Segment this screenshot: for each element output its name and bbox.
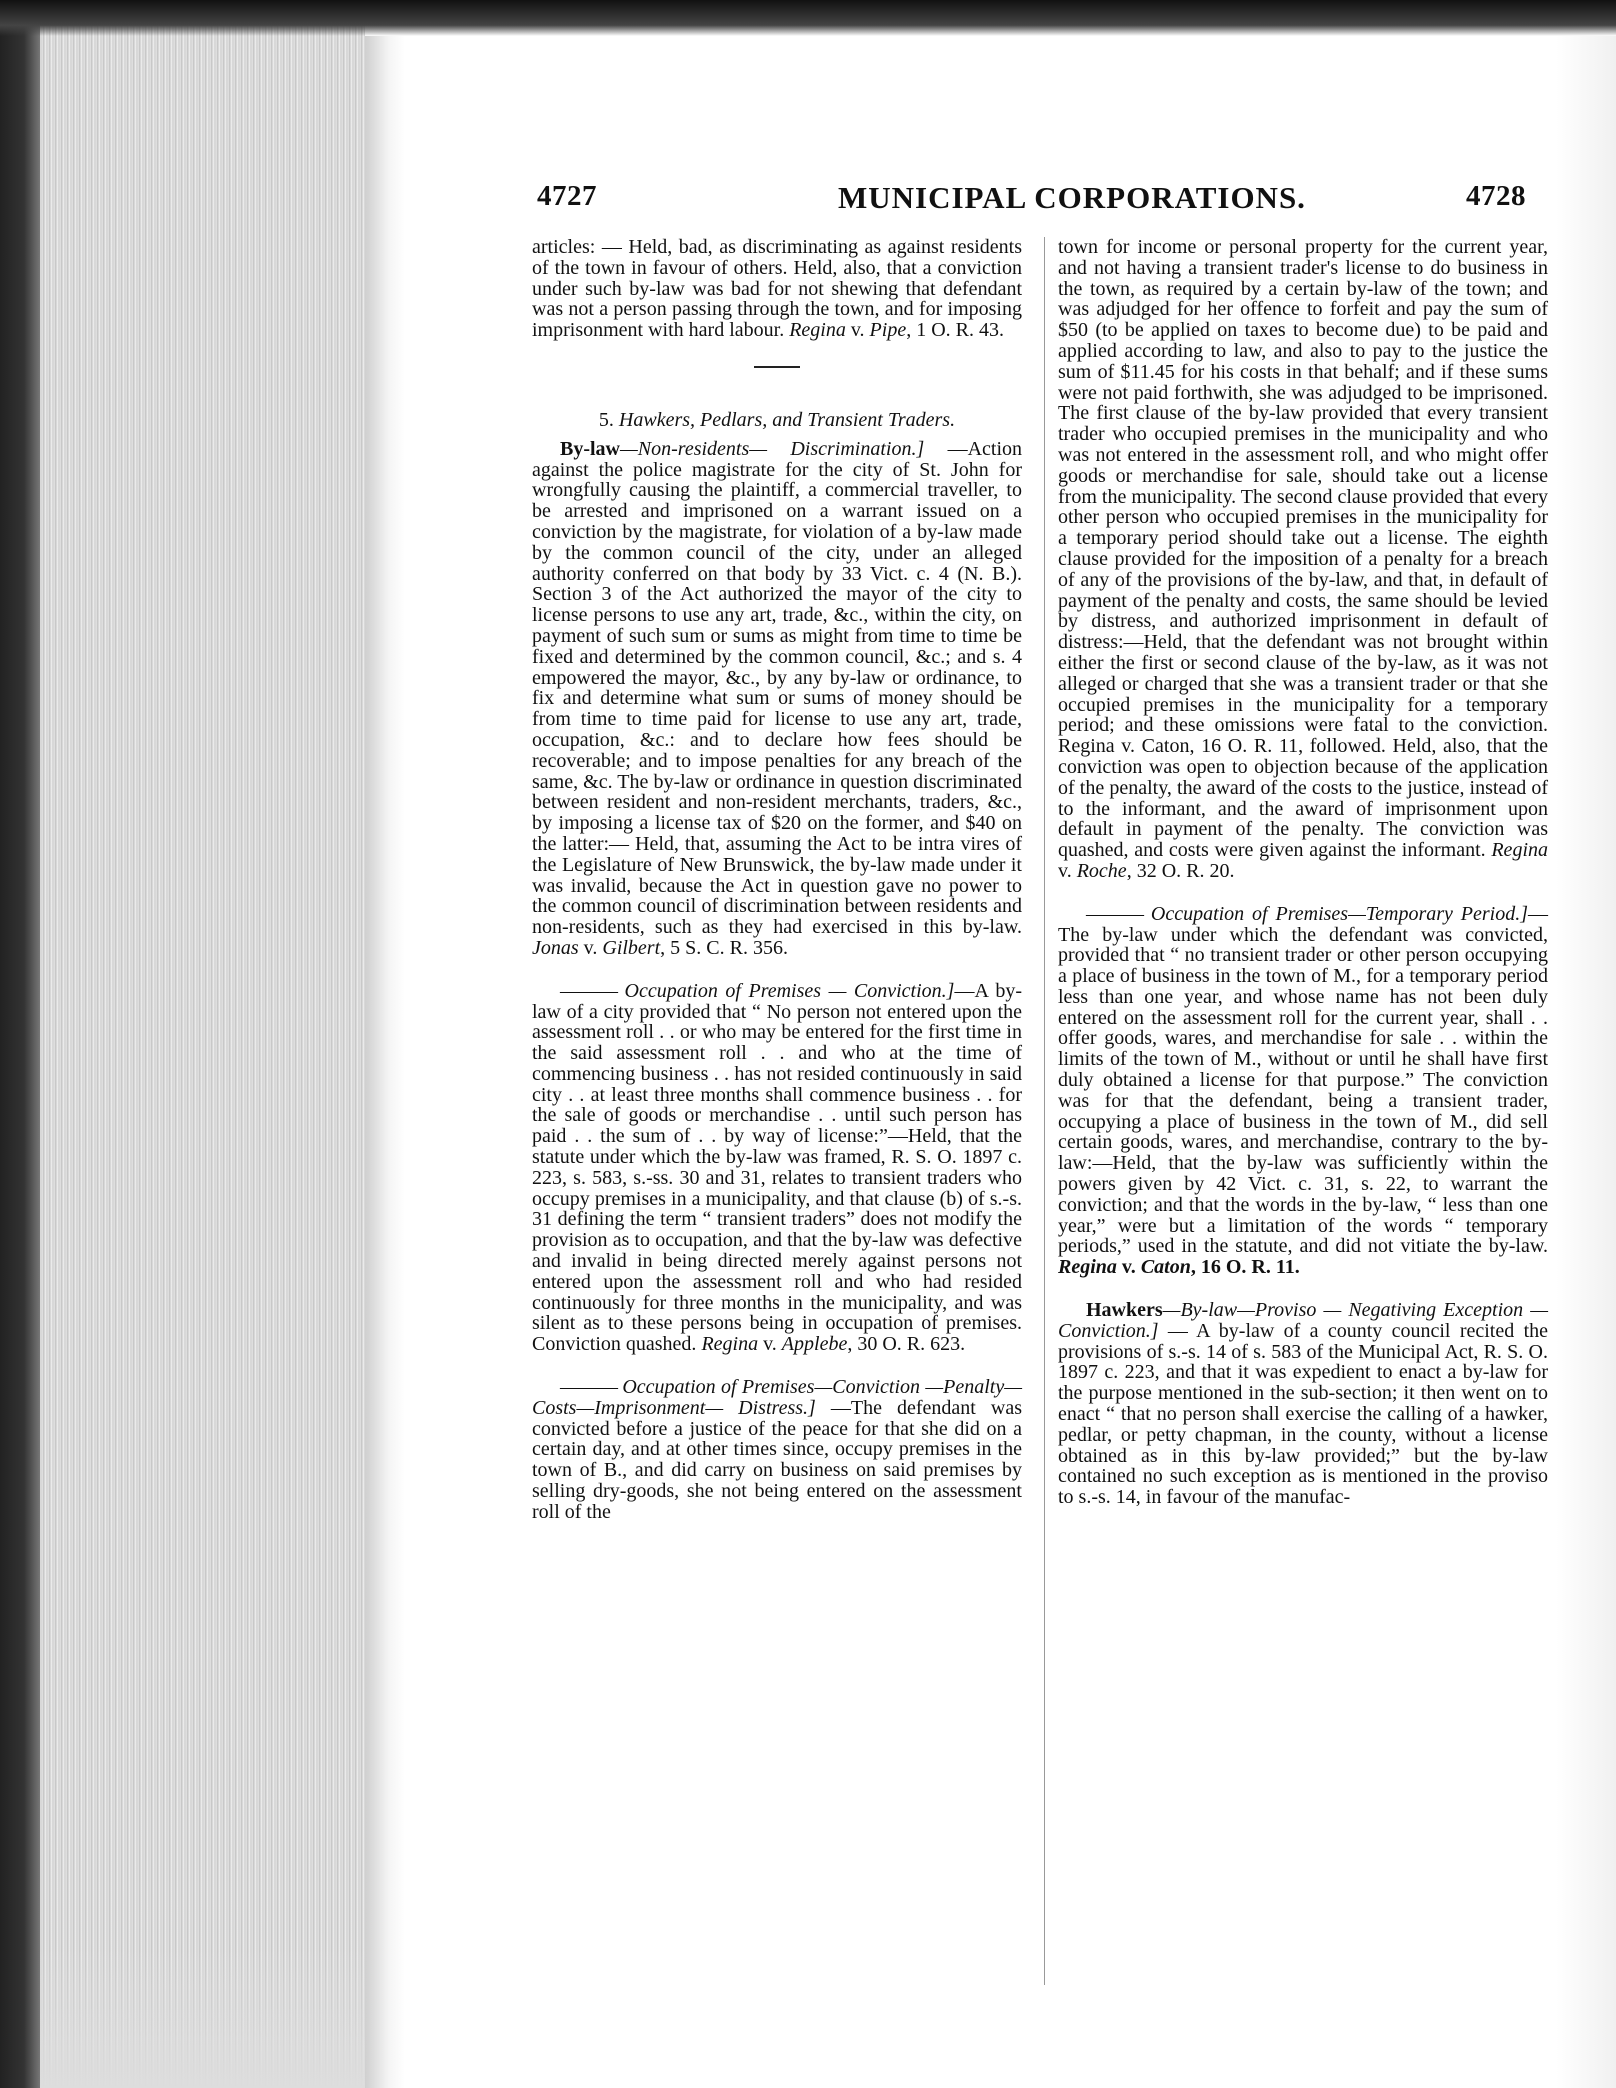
spacer <box>532 1355 1022 1377</box>
case-citation: , 30 O. R. 623. <box>847 1333 966 1356</box>
paragraph-text: —Action against the police magistrate for the city of St. John for wrongfully causing the plaintiff, a commercial traveller, to be arrested and imprisoned on a warrant issued on a conviction by the magistrate, for violation of a by-law made by the common council of the city, under an alleged authority conferred on that body by 33 Vict. c. 4 (N. B.). Section 3 of the Act authorized the mayor of the city to license persons to use any art, trade, &c., within the city, on payment of such sum or sums as might from time to time be fixed and determined by the common council, &c.; and s. 4 empowered the mayor, &c., by any by-law or ordinance, to fix and determine what sum or sums of money should be from time to time paid for license to use any art, trade, occupation, &c.: and to declare how fees should be recoverable; and to impose penalties for any breach of the same, &c. The by-law or ordinance in question discriminated between resident and non-resident merchants, traders, &c., by imposing a license tax of $20 on the former, and $40 on the latter:— Held, that, assuming the Act to be intra vires of the Legislature of New Brunswick, the by-law made under it was invalid, because the Act in question gave no power to the common council of discrimination between residents and non-residents, such as they had exercised in this by-law. <box>532 437 1022 939</box>
case-versus: v. <box>758 1333 782 1356</box>
subject-heading: —Non-residents— Discrimination.] <box>620 437 925 460</box>
spacer <box>1058 1278 1548 1300</box>
section-title: Hawkers, Pedlars, and Transient Traders. <box>618 408 956 431</box>
book-page-edges <box>0 0 365 2088</box>
section-heading <box>532 410 1022 431</box>
paragraph-text: —The defendant was convicted before a justice of the peace for that she did on a certain day, and at other times since, occupy premises in the town of B., and did carry on business on said premises by selling dry-goods, she not being entered on the assessment roll of the <box>532 1396 1022 1523</box>
case-citation: , 5 S. C. R. 356. <box>660 936 788 959</box>
scan-top-shadow <box>0 0 1616 36</box>
paragraph <box>1058 237 1548 882</box>
catchword: By-law <box>560 437 620 460</box>
case-name: Jonas <box>532 936 579 959</box>
section-number: 5. <box>598 408 619 431</box>
case-versus: v. <box>578 936 603 959</box>
spacer <box>1058 882 1548 904</box>
paragraph-text: —A by-law of a city provided that “ No person not entered upon the assessment roll . . or who may be entered for the first time in the said assessment roll . . and who at the time of commencing business . . has not resided continuously in said city . . at least three months shall commence business . . for the sale of goods or merchandise . . until such person has paid . . the sum of . . by way of license:”—Held, that the statute under which the by-law was framed, R. S. O. 1897 c. 223, s. 583, s.-ss. 30 and 31, relates to transient traders who occupy premises in a municipality, and that clause (b) of s.-s. 31 defining the term “ transient traders” does not modify the provision as to occupation, and that the by-law was defective and invalid in being directed merely against persons not entered upon the assessment roll and who had resided continuously for three months in the municipality, and was silent as to these persons being in occupation of premises. Conviction quashed. <box>532 979 1023 1356</box>
left-page-number: 4727 <box>537 180 597 212</box>
case-party: Pipe <box>869 319 907 342</box>
paragraph-text: —The by-law under which the defendant was convicted, provided that “ no transient trader or other person occupying a place of business in the town of M., for a temporary period less than one year, and whose name has not been duly entered on the assessment roll for the current year, shall . . offer goods, wares, and merchandise for sale . . within the limits of the town of M., without or until he shall have first duly obtained a license for that purpose.” The conviction was for that the defendant, being a transient trader, occupying a place of business in the town of M., did sell certain goods, wares, and merchandise, contrary to the by-law:—Held, that the by-law was sufficiently within the powers given by 42 Vict. c. 31, s. 22, to warrant the conviction; and that the words in the by-law, “ less than one year,” were but a limitation of the words “ temporary periods,” used in the statute, and did not vitiate the by-law. <box>1058 902 1548 1258</box>
case-party: Gilbert <box>602 936 661 959</box>
spacer <box>532 959 1022 981</box>
case-versus: v. <box>845 319 870 342</box>
section-divider <box>754 366 800 368</box>
subject-heading: —By-law—Proviso — Negativing Exception — Conviction.] <box>1058 1299 1548 1342</box>
book-binding-shadow <box>0 0 40 2088</box>
subject-heading: Occupation of Premises—Temporary Period.] <box>1143 902 1528 925</box>
book-edge-bottom <box>40 1950 370 2088</box>
case-name: Regina <box>701 1333 759 1356</box>
repeat-dash: ——— <box>560 1376 617 1399</box>
column-divider <box>1044 237 1045 1985</box>
repeat-dash: ——— <box>1086 902 1143 925</box>
paragraph <box>532 981 1022 1355</box>
catchword: Hawkers <box>1086 1299 1163 1322</box>
paragraph <box>1058 904 1548 1278</box>
subject-heading: Occupation of Premises—Conviction —Penalty—Costs—Imprisonment— Distress.] <box>532 1376 1022 1419</box>
running-title: MUNICIPAL CORPORATIONS. <box>838 180 1306 215</box>
page-gutter-shade <box>365 36 405 2088</box>
case-versus: v. <box>1116 1256 1141 1279</box>
case-party: Applebe <box>781 1333 848 1356</box>
case-citation: , 32 O. R. 20. <box>1126 859 1235 882</box>
paragraph-text: town for income or personal property for the current year, and not having a transient trader's license to do business in the town, as required by a certain by-law of the town; and was adjudged for her offence to forfeit and pay the sum of $50 (to be applied on taxes to become due) to be paid and applied according to law, and also to pay to the justice the sum of $11.45 for his costs in that behalf; and if these sums were not paid forthwith, she was adjudged to be imprisoned. The first clause of the by-law provided that every transient trader who occupied premises in the municipality and who was not entered in the assessment roll, and who might offer goods or merchandise for sale, should take out a license from the municipality. The second clause provided that every other person who occupied premises in the municipality for a temporary period should take out a license. The eighth clause provided for the imposition of a penalty for a breach of any of the provisions of the by-law, and that, in default of payment of the penalty and costs, the same should be levied by distress, and authorized imprisonment in default of distress:—Held, that the defendant was not brought within either the first or second clause of the by-law, as it was not alleged or charged that she was a transient trader or that she occupied premises in the municipality for a temporary period; and these omissions were fatal to the conviction. Regina v. Caton, 16 O. R. 11, followed. Held, also, that the conviction was open to objection because of the application of the penalty, the award of the costs to the justice, instead of to the informant, and the award of imprisonment upon default in payment of the penalty. The conviction was quashed, and costs were given against the informant. <box>1058 236 1548 862</box>
right-column <box>1058 237 1548 1508</box>
case-versus: v. <box>1058 859 1077 882</box>
case-name: Regina <box>1491 839 1548 862</box>
repeat-dash: ——— <box>560 979 617 1002</box>
subject-heading: Occupation of Premises — Conviction.] <box>617 979 955 1002</box>
case-party: Roche <box>1076 859 1127 882</box>
right-page-number: 4728 <box>1466 180 1526 212</box>
case-citation: , 16 O. R. 11. <box>1190 1256 1300 1279</box>
page-right-edge <box>1556 36 1616 2088</box>
paragraph-text: — A by-law of a county council recited the provisions of s.-s. 14 of s. 583 of the Municipal Act, R. S. O. 1897 c. 223, and that it was expedient to enact a by-law for the purpose mentioned in the sub-section; it then went on to enact “ that no person shall exercise the calling of a hawker, pedlar, or petty chapman, in the county, without a license obtained as in this by-law provided;” but the by-law contained no such exception as is mentioned in the proviso to s.-s. 14, in favour of the manufac- <box>1058 1319 1548 1509</box>
paragraph <box>532 439 1022 959</box>
case-party: Caton <box>1140 1256 1191 1279</box>
paragraph <box>532 237 1022 341</box>
left-column <box>532 237 1022 1523</box>
case-name: Regina <box>789 319 846 342</box>
paragraph <box>532 1377 1022 1523</box>
case-name: Regina <box>1058 1256 1117 1279</box>
case-citation: , 1 O. R. 43. <box>906 319 1004 342</box>
paragraph <box>1058 1300 1548 1508</box>
paragraph-text: articles: — Held, bad, as discriminating as against residents of the town in favour of others. Held, also, that a conviction under such by-law was bad for not shewing that defendant was not a person passing through the town, and for imposing imprisonment with hard labour. <box>532 236 1022 342</box>
